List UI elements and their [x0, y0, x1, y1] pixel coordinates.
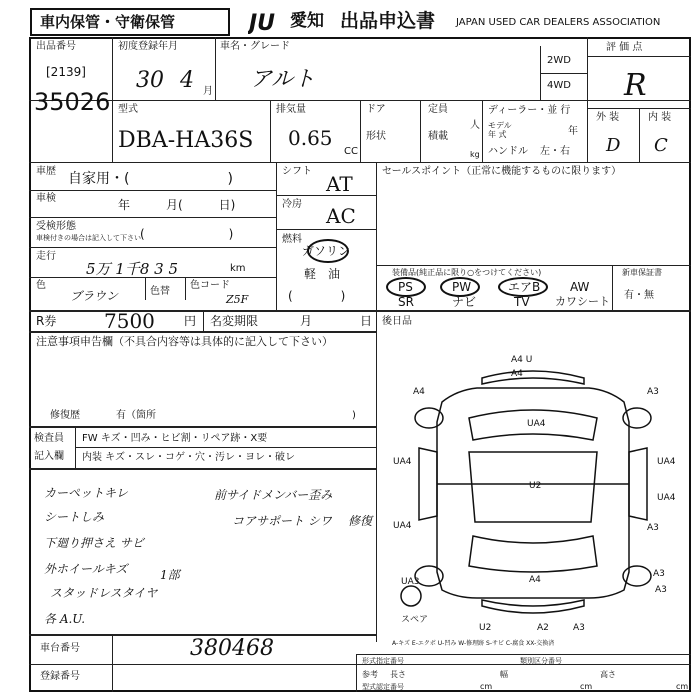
reg-month-unit: 月: [203, 86, 213, 97]
fuel-paren: ( ): [288, 289, 346, 303]
displacement-label: 排気量: [276, 104, 306, 115]
mark-front-left: A4: [413, 387, 425, 397]
load-label: 積載: [428, 131, 448, 142]
comment-line-7: 1部: [160, 568, 180, 582]
option-tv: TV: [514, 295, 530, 309]
ju-logo: [248, 8, 288, 34]
recycle-label: R券: [36, 314, 57, 328]
mark-left-rear-quarter: UA3: [401, 577, 420, 587]
mark-right-rear-lamp: A3: [655, 585, 667, 595]
grade-label: 評 価 点: [606, 42, 643, 53]
recycle-value: 7500: [104, 309, 155, 333]
mark-rear-bumper-center: A2: [537, 623, 549, 633]
accept-note: 車検付きの場合は記入して下さい: [36, 234, 141, 242]
shift-value: AT: [326, 172, 353, 196]
interior-label: 内 装: [648, 112, 672, 123]
mark-rear-bumper-right: A3: [573, 623, 585, 633]
repair-close: ): [352, 410, 356, 421]
reg-number-label: 登録番号: [40, 671, 80, 682]
chassis-value: 380468: [190, 636, 274, 661]
color-swap-label: 色替: [150, 286, 170, 297]
mark-right-rear-quarter: A3: [653, 569, 665, 579]
ju-logo-text: JU: [249, 11, 276, 34]
inspector-label-1: 検査員: [34, 433, 64, 444]
handle-label: ハンドル: [488, 146, 528, 157]
displacement-value: 0.65: [288, 126, 333, 150]
capacity-label: 定員: [428, 104, 448, 115]
ref-length-unit: cm: [480, 682, 493, 691]
fuel-gasoline: ガソリン: [302, 244, 351, 258]
capacity-unit: 人: [470, 120, 480, 131]
spare-label: スペア: [401, 615, 429, 625]
mileage-unit: km: [230, 263, 246, 274]
later-items-label: 後日品: [382, 316, 412, 327]
form-title: 出品申込書: [340, 10, 436, 32]
option-pw: PW: [452, 280, 472, 294]
mark-right-front-door: UA4: [657, 457, 676, 467]
form-label-a: 形式指定番号: [362, 657, 404, 665]
recycle-unit: 円: [184, 314, 197, 328]
ref-label: 参考: [362, 670, 378, 679]
inspection-value: 年 月( 日): [118, 198, 236, 212]
warranty-options: 有・無: [624, 290, 654, 301]
option-ps-circle: [386, 277, 426, 297]
color-code-value: Z5F: [226, 293, 249, 306]
storage-title: 車内保管・守衛保管: [40, 13, 176, 31]
options-label: 装備品(純正品に限り○をつけてください): [392, 268, 542, 277]
inspection-label: 車検: [36, 193, 56, 204]
drive-4wd: 4WD: [547, 80, 571, 91]
mark-hood: UA4: [527, 419, 546, 429]
exterior-grade: D: [606, 135, 621, 156]
model-name: アルト: [250, 67, 316, 92]
mileage-label: 走行: [36, 251, 56, 262]
association-name: JAPAN USED CAR DEALERS ASSOCIATION: [456, 17, 661, 28]
comment-line-2: シートしみ: [44, 510, 105, 524]
warranty-label: 新車保証書: [622, 268, 662, 277]
accept-paren: ( ): [140, 227, 234, 241]
nen-label: 年 式: [488, 130, 507, 139]
mark-front-right: A3: [647, 387, 659, 397]
mark-front-grille: A4: [511, 369, 523, 379]
type-label: 型式: [118, 104, 138, 115]
diagram-legend: A-キズ E-エクボ U-凹み W-修理跡 S-サビ C-腐食 XX-交換済: [392, 640, 555, 647]
repair-value: 有（箇所: [116, 410, 156, 421]
right-comment-2: コアサポート シワ: [232, 514, 332, 528]
deadline-label: 名変期限: [210, 314, 259, 328]
sales-point-label: セールスポイント（正常に機能するものに限ります）: [382, 166, 622, 177]
mark-right-side: UA4: [657, 493, 676, 503]
option-pw-circle: [440, 277, 480, 297]
accept-label: 受検形態: [36, 221, 76, 232]
comment-line-6: 各 A.U.: [44, 612, 86, 626]
mark-right-rear-door: A3: [647, 523, 659, 533]
mark-left-front-door: UA4: [393, 457, 412, 467]
drive-2wd: 2WD: [547, 55, 571, 66]
model-label: 車名・グレード: [220, 41, 290, 52]
model-year-label: モデル: [488, 121, 512, 130]
ref-length: 長さ: [390, 670, 406, 679]
right-comment-3: 修復: [348, 514, 373, 528]
ac-value: AC: [326, 204, 356, 228]
handle-options: 左・右: [540, 146, 570, 157]
form-label-b: 類別区分番号: [520, 657, 562, 665]
option-sr: SR: [398, 295, 414, 309]
inspector-fw-row: FW キズ・凹み・ヒビ割・リペア跡・X要: [82, 433, 268, 444]
listing-number: 35026: [34, 88, 111, 116]
mark-left-rear-door: UA4: [393, 521, 412, 531]
lane-code: [2139]: [46, 65, 86, 79]
ref-width: 幅: [500, 670, 508, 679]
listing-no-label: 出品番号: [36, 41, 76, 52]
fuel-diesel: 軽 油: [304, 267, 341, 281]
mark-trunk: A4: [529, 575, 541, 585]
ref-height-unit: cm: [676, 682, 689, 691]
color-code-label: 色コード: [190, 280, 230, 291]
option-airbag-circle: [498, 277, 548, 297]
option-navi: ナビ: [452, 295, 477, 309]
exterior-label: 外 装: [596, 112, 620, 123]
option-aw: AW: [570, 280, 590, 294]
shift-label: シフト: [282, 166, 312, 177]
reg-year: 30: [136, 68, 164, 93]
ref-width-unit: cm: [580, 682, 593, 691]
damage-diagram: [377, 340, 690, 640]
ac-label: 冷房: [282, 199, 302, 210]
comment-line-5: スタッドレスタイヤ: [50, 586, 158, 600]
comment-line-4: 外ホイールキズ: [44, 562, 128, 576]
inspector-interior-row: 内装 キズ・スレ・コゲ・穴・汚レ・ヨレ・破レ: [82, 452, 295, 463]
ref-height: 高さ: [600, 670, 616, 679]
option-ps: PS: [398, 280, 413, 294]
nen-unit: 年: [568, 126, 578, 137]
comment-line-3: 下廻り押さえ サビ: [44, 536, 144, 550]
inspector-label-2: 記入欄: [34, 451, 64, 462]
type-value: DBA-HA36S: [118, 128, 254, 153]
fuel-gasoline-circle: [307, 239, 349, 263]
history-label: 車歴: [36, 166, 56, 177]
first-reg-label: 初度登録年月: [118, 41, 178, 52]
interior-grade: C: [654, 135, 668, 156]
mark-rear-bumper-left: U2: [479, 623, 492, 633]
color-value: ブラウン: [70, 289, 119, 303]
load-unit: kg: [470, 150, 480, 159]
grade-value: R: [624, 68, 647, 103]
comment-line-1: カーペットキレ: [44, 486, 128, 500]
mileage-value: 5万 1千8 3 5: [86, 260, 179, 278]
reg-month: 4: [180, 68, 194, 93]
color-label: 色: [36, 280, 46, 291]
shape-label: 形状: [366, 131, 386, 142]
mark-roof: U2: [529, 481, 542, 491]
fuel-label: 燃料: [282, 234, 302, 245]
displacement-unit: CC: [344, 146, 358, 157]
ref-label-2: 型式認定番号: [362, 683, 404, 691]
repair-label: 修復歴: [50, 410, 80, 421]
deadline-value: 月 日: [300, 314, 373, 328]
option-leather-seat: カワシート: [555, 295, 610, 308]
door-label: ドア: [366, 104, 386, 115]
mark-front-bumper: A4 U: [511, 355, 533, 365]
notes-label: 注意事項申告欄（不具合内容等は具体的に記入して下さい）: [36, 335, 333, 348]
option-airbag: エアB: [508, 280, 541, 294]
right-comment-1: 前サイドメンバー歪み: [214, 488, 333, 502]
dealer-label: ディーラー・並 行: [488, 105, 571, 116]
org-name: 愛知: [290, 11, 324, 31]
chassis-label: 車台番号: [40, 643, 80, 654]
history-value: 自家用・( ): [68, 171, 233, 187]
